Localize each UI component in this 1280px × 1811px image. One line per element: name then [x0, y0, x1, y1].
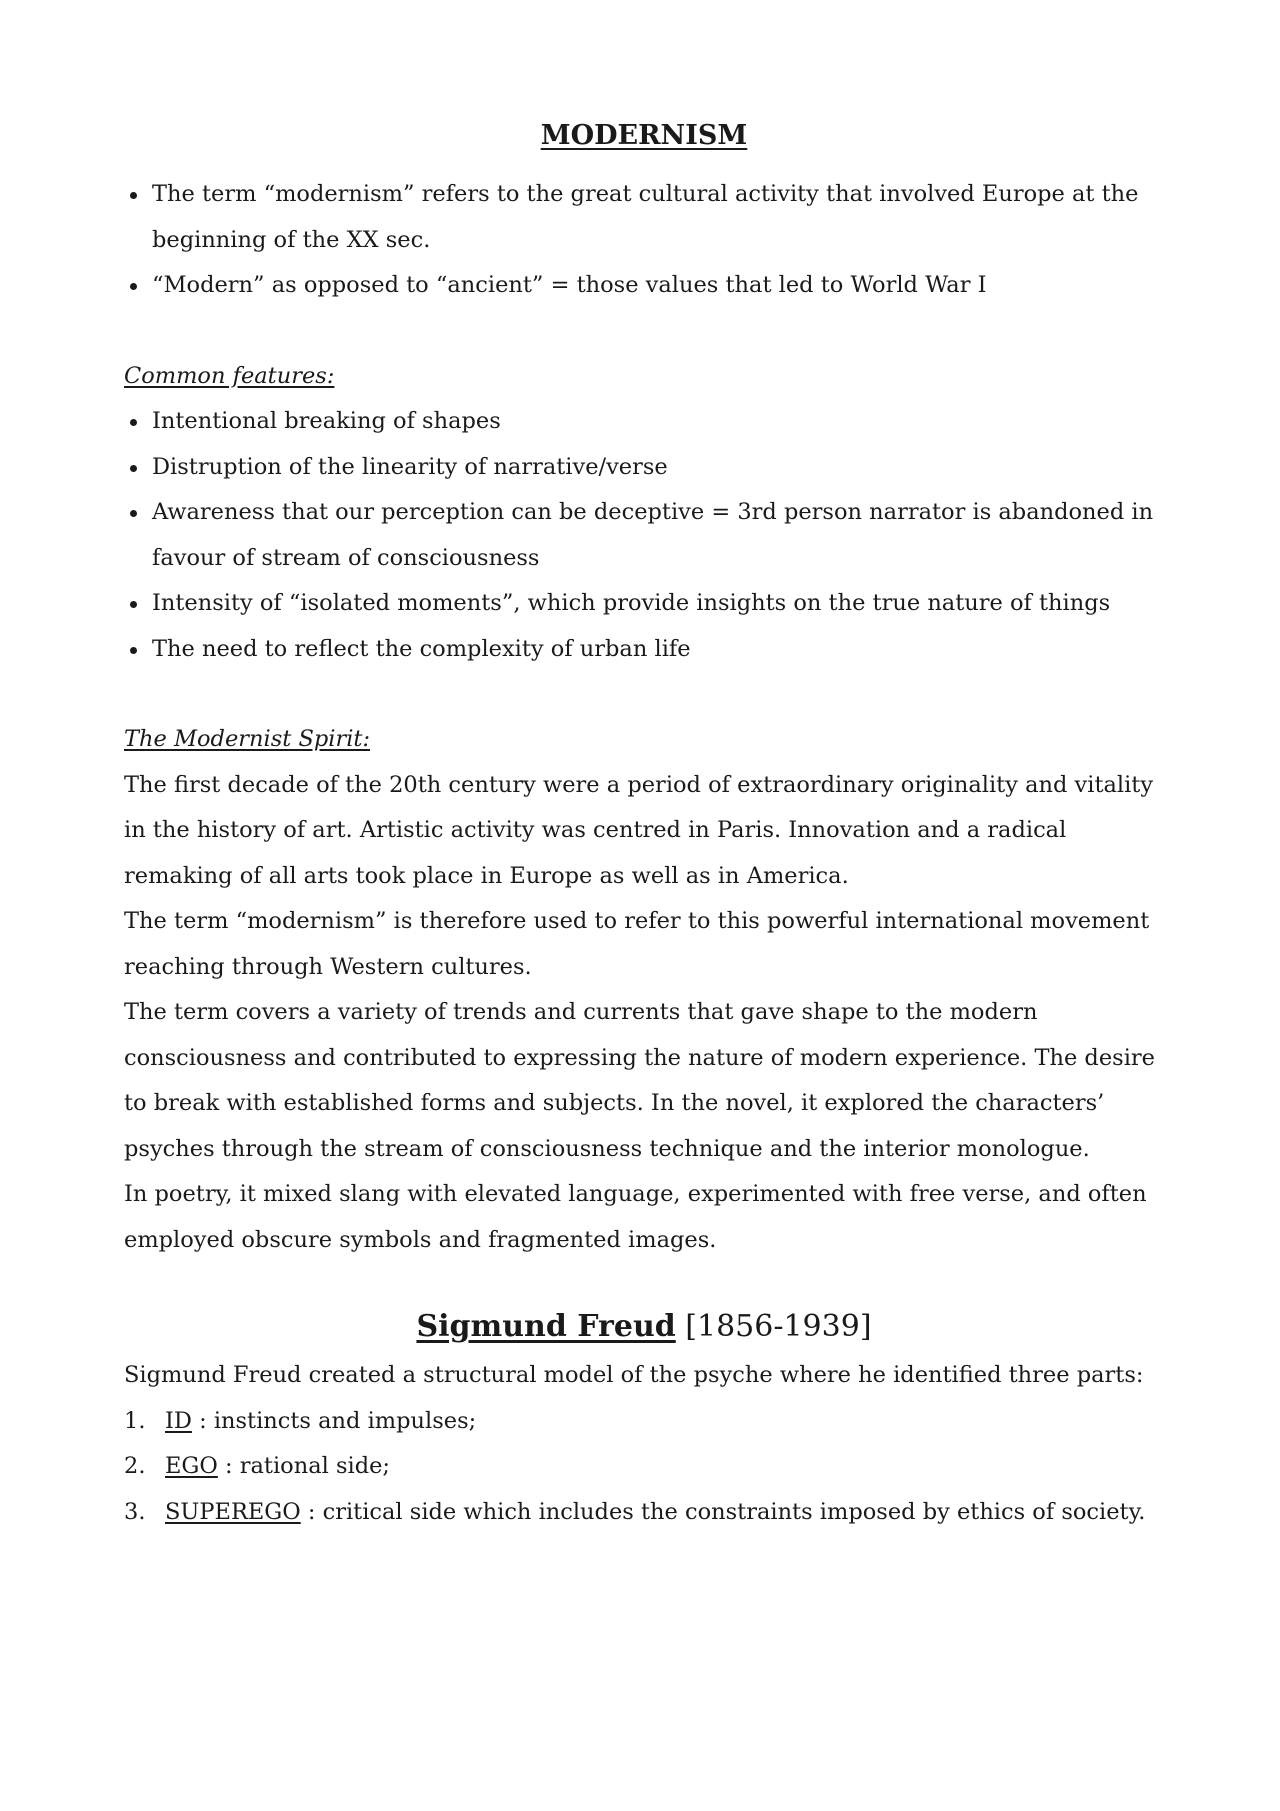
list-number: 3. [124, 1498, 146, 1525]
part-description: : rational side; [217, 1453, 390, 1479]
spirit-paragraph: The term covers a variety of trends and currents that gave shape to the modern consciousness and contributed to expressing the nature of modern experience. The desire to break with established forms and subjects. In the novel, it explored the characters’ psyches through the stream of consciousness technique and the interior monologue. [124, 999, 1155, 1162]
freud-heading [124, 1307, 1164, 1347]
spirit-paragraph: In poetry, it mixed slang with elevated language, experimented with free verse, and often employed obscure symbols and fragmented images. [124, 1181, 1147, 1253]
list-number: 2. [124, 1453, 146, 1479]
psyche-part-ego [124, 1444, 1164, 1490]
psyche-part-id [124, 1399, 1164, 1445]
intro-bullet-2: “Modern” as opposed to “ancient” = those values that led to World War I [124, 263, 1164, 309]
common-features-heading: Common features: [124, 362, 335, 389]
feature-item: The need to reflect the complexity of urban life [124, 627, 1164, 673]
intro-bullet-1: The term “modernism” refers to the great cultural activity that involved Europe at the beginning of the XX sec. [124, 172, 1164, 263]
modernist-spirit-body [124, 763, 1164, 1264]
part-term: ID [165, 1407, 192, 1434]
part-term: SUPEREGO [165, 1498, 301, 1525]
spirit-paragraph: The term “modernism” is therefore used to refer to this powerful international movement reaching through Western cultures. [124, 908, 1150, 980]
document-page [124, 118, 1164, 1535]
feature-item: Distruption of the linearity of narrative/verse [124, 445, 1164, 491]
part-description: : critical side which includes the constraints imposed by ethics of society. [300, 1498, 1146, 1525]
freud-dates: [1856-1939] [685, 1309, 872, 1344]
page-title: MODERNISM [540, 120, 748, 151]
feature-item: Awareness that our perception can be deceptive = 3rd person narrator is abandoned in favour of stream of consciousness [124, 490, 1164, 581]
list-number: 1. [124, 1407, 146, 1434]
feature-item: Intentional breaking of shapes [124, 399, 1164, 445]
spirit-paragraph: The first decade of the 20th century were a period of extraordinary originality and vitality in the history of art. Artistic activity was centred in Paris. Innovation and a radical remaking of all arts took place in Europe as well as in America. [124, 771, 1154, 889]
psyche-parts-list [124, 1399, 1164, 1536]
part-term: EGO [165, 1453, 218, 1479]
feature-item: Intensity of “isolated moments”, which provide insights on the true nature of things [124, 581, 1164, 627]
psyche-part-superego [124, 1490, 1164, 1536]
freud-intro: Sigmund Freud created a structural model of the psyche where he identified three parts: [124, 1362, 1144, 1388]
freud-name: Sigmund Freud [416, 1309, 676, 1344]
part-description: : instincts and impulses; [191, 1407, 477, 1434]
modernist-spirit-heading: The Modernist Spirit: [124, 726, 371, 752]
intro-bullet-list [124, 172, 1164, 309]
common-features-list [124, 399, 1164, 672]
